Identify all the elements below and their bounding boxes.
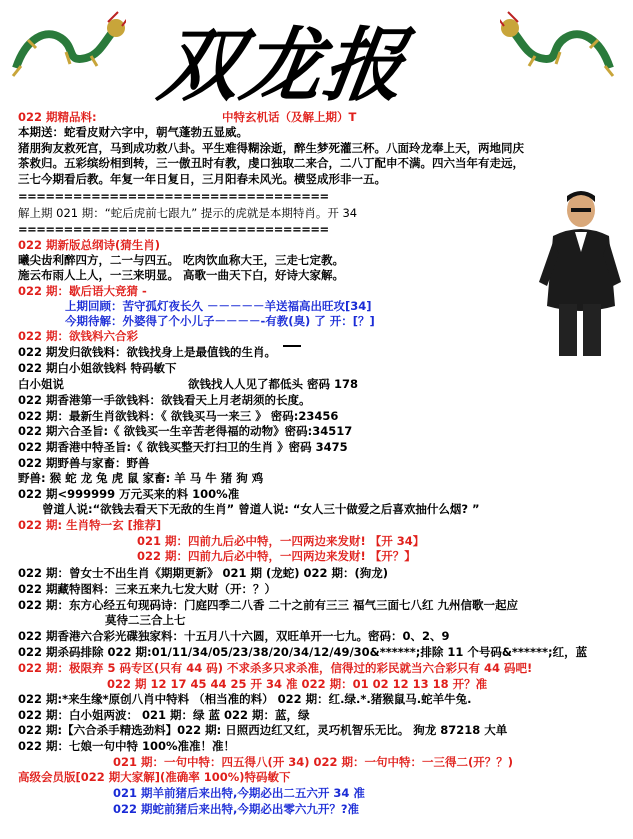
page-title: 双龙报 (153, 18, 413, 112)
text-line: 022 期：最新生肖欲钱料：《 欲钱买马一来三 》 密码:23456 (18, 409, 339, 423)
text-line: 022 期：曾女士不出生肖《期期更新》 021 期 (龙蛇) 022 期：(狗龙) (18, 566, 389, 580)
text-line: 022 期：歇后语大竞猜 - (18, 284, 147, 298)
text-line: 022 期: 生肖特一玄 [推荐] (18, 518, 162, 532)
text-line: 022 期野兽与家畜：野兽 (18, 456, 150, 470)
text-line: 高级会员版[022 期大家解](准确率 100%)特码敏下 (18, 770, 291, 784)
text-line: 022 期 12 17 45 44 25 开 34 准 022 期：01 02 12 13 18 开？准 (107, 677, 488, 691)
text-line: 曦尖齿利醉四方，二一与四五。 吃肉饮血称大王，三走七定教。 (18, 253, 345, 267)
text-line: 022 期精品料: (18, 110, 97, 124)
text-line: 莫待二三合上七 (105, 613, 186, 627)
text-line: 今期待解：外婆得了个小儿子－－－－-有教(臭) 了 开：[？] (65, 314, 375, 328)
dragon-right-icon (500, 8, 620, 88)
text-line: 022 期藏特图料：三来五来九七发大财（开：？） (18, 582, 277, 596)
person-figure-icon (533, 188, 625, 363)
text-line: 022 期：极限弃 5 码专区(只有 44 码) 不求杀多只求杀准，信得过的彩民就当六合彩只有 44 码吧! (18, 661, 533, 675)
text-line: 猪朋狗友救死宫，马到成功救八卦。平生难得糊涂逝，醉生梦死灌三杯。八面玲龙奉上天，两地同庆 (18, 141, 524, 155)
text-line: 三七今期看后教。年复一年日复日，三月阳春未风光。横竖成形非一五。 (18, 172, 386, 186)
divider (283, 345, 301, 347)
text-line: 022 期蛇前猪后来出特,今期必出零六九开？?准 (113, 802, 360, 816)
text-line: 022 期:*来生缘*原创八肖中特料 （相当准的料） 022 期：红.绿.*.猪猴鼠马.蛇羊牛兔. (18, 692, 472, 706)
text-line: 022 期发归欲钱料：欲钱找身上是最值钱的生肖。 (18, 345, 277, 359)
text-line: 本期送：蛇看皮财六字中，朝气蓬勃五显威。 (18, 125, 248, 139)
dragon-left-icon (6, 8, 126, 88)
text-line: 022 期香港第一手欲钱料：欲钱看天上月老胡须的长度。 (18, 393, 311, 407)
text-line: 021 期羊前猪后来出特,今期必出二五六开 34 准 (113, 786, 365, 800)
text-line: 021 期：一句中特：四五得八(开 34) 022 期：一句中特：一三得二(开？？) (113, 755, 514, 769)
text-line: 021 期：四前九后必中特，一四两边来发财! 【开 34】 (137, 534, 425, 548)
text-line: 022 期白小姐欲钱料 特码敏下 (18, 361, 177, 375)
text-line: 白小姐说 (18, 377, 64, 391)
text-line: 解上期 021 期：“蛇后虎前七跟九” 提示的虎就是本期特肖。开 34 (18, 206, 358, 220)
text-line: 上期回顾：苦守孤灯夜长久 －－－－－羊送福高出旺攻[34] (65, 299, 372, 313)
text-line: 022 期杀码排除 022 期:01/11/34/05/23/38/20/34/12/49/30&******;排除 11 个号码&******;红，蓝 (18, 645, 588, 659)
text-line: 022 期:【六合杀手精选劲料】022 期: 日照西边红又红，灵巧机智乐无比。 狗龙 87218 大单 (18, 723, 508, 737)
text-line: 中特玄机话（及解上期）T (222, 110, 357, 124)
text-line: 施云布雨人上人，一三来明显。 高歌一曲天下白，好诗大家解。 (18, 268, 345, 282)
text-line: ================================== (18, 189, 329, 203)
text-line: 野兽: 猴 蛇 龙 兔 虎 鼠 家畜: 羊 马 牛 猪 狗 鸡 (18, 471, 264, 485)
text-line: 022 期六合圣旨:《 欲钱买一生辛苦老得福的动物》密码:34517 (18, 424, 353, 438)
text-line: 022 期：欲钱料六合彩 (18, 329, 139, 343)
text-line: 022 期：东方心经五句现码诗：门庭四季二八香 二十之前有三三 福气三面七八红 九州信歌一起应 (18, 598, 519, 612)
text-line: 022 期香港六合彩光碟独家料：十五月八十六圆，双旺单开一七九。密码：0、2、9 (18, 629, 450, 643)
text-line: 欲钱找人人见了都低头 密码 178 (188, 377, 359, 391)
text-line: 茶救归。五彩缤纷相到转，三一傲丑时有教，虔口独取二来合，二八丁配申不满。四六当年有走远， (18, 156, 524, 170)
text-line: 022 期新版总纲诗(猜生肖) (18, 238, 161, 252)
text-line: 022 期：七娘一句中特 100%准准！准！ (18, 739, 236, 753)
text-line: 022 期：白小姐两波： 021 期：绿 蓝 022 期：蓝，绿 (18, 708, 310, 722)
text-line: 022 期：四前九后必中特，一四两边来发财! 【开？】 (137, 549, 416, 563)
text-line: 曾道人说:“欲钱去看天下无敌的生肖” 曾道人说: “女人三十做爱之后喜欢抽什么烟? ” (42, 502, 480, 516)
text-line: 022 期香港中特圣旨:《 欲钱买整天打扫卫的生肖 》密码 3475 (18, 440, 348, 454)
text-line: 022 期<999999 万元买来的料 100%准 (18, 487, 240, 501)
text-line: ================================== (18, 222, 329, 236)
